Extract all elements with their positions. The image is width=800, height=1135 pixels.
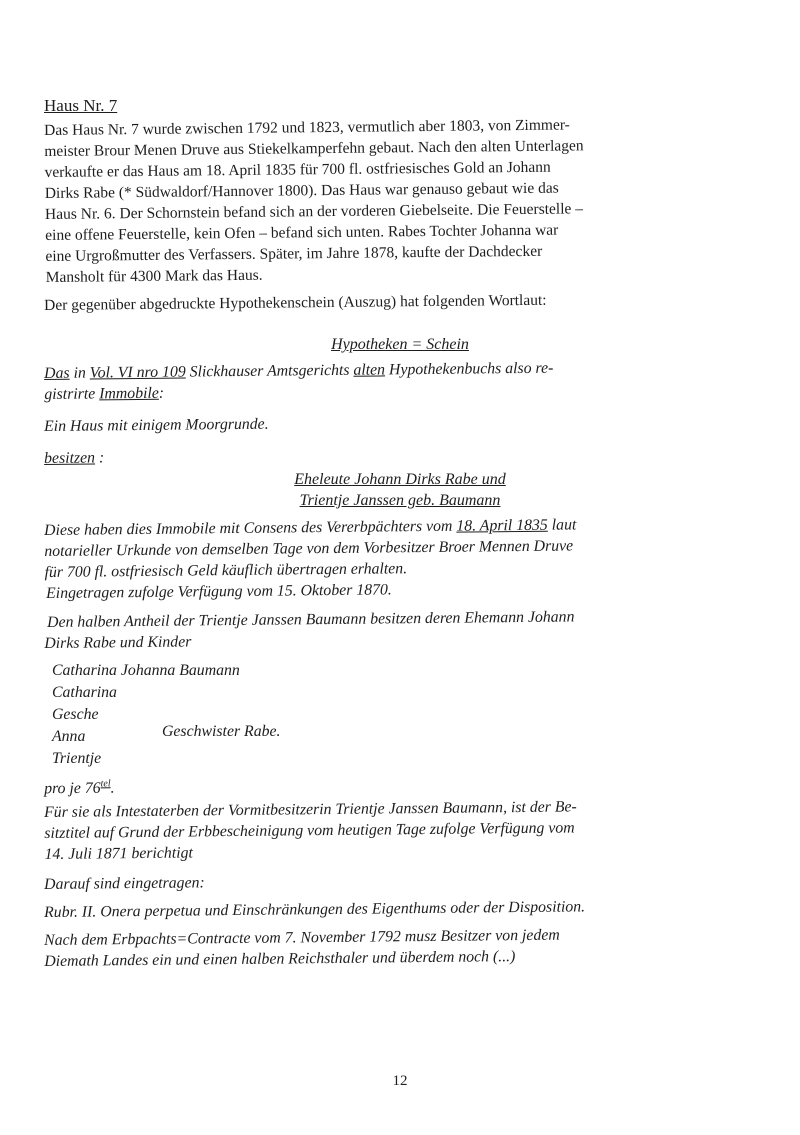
text-line: Dirks Rabe (* Südwaldorf/Hannover 1800). Das Haus war genauso gebaut wie das [44,179,559,202]
text-fragment: Hypothekenbuchs also re- [384,359,554,379]
text-line: Diemath Landes ein und einen halben Reichsthaler und überdem noch (...) [44,948,516,970]
text-line: für 700 fl. ostfriesisch Geld käuflich übertragen erhalten. [44,560,408,581]
heir-name: Gesche [52,706,99,723]
darauf-line: Darauf sind eingetragen: [44,874,205,893]
text-fragment: laut [547,516,577,534]
eingetragen-line: Eingetragen zufolge Verfügung vom 15. Oktober 1870. [46,581,392,602]
text-fragment: Slickhauser Amtsgerichts [185,361,354,381]
geschwister-label: Geschwister Rabe. [162,723,281,740]
rubr-line: Rubr. II. Onera perpetua und Einschränkungen des Eigenthums oder der Disposition. [44,898,586,921]
text-line: sitztitel auf Grund der Erbbescheinigung vom heutigen Tage zufolge Verfügung vom [44,819,575,842]
text-line: Das Haus Nr. 7 wurde zwischen 1792 und 1823, vermutlich aber 1803, von Zimmer- [44,116,570,139]
text-fragment: : [94,449,105,467]
text-line: 14. Juli 1871 berichtigt [44,844,193,863]
anteil-paragraph [44,606,664,654]
heirs-list [52,660,240,770]
text-line: Nach dem Erbpachts=Contracte vom 7. November 1792 musz Besitzer von jedem [44,926,560,949]
text-fragment: besitzen [44,449,96,467]
heir-name: Trientje [52,750,102,767]
intro-last-line: Der gegenüber abgedruckte Hypothekenschein (Auszug) hat folgenden Wortlaut: [44,291,547,314]
owners-line-2: Trientje Janssen geb. Baumann [299,492,501,509]
page-number: 12 [392,1073,408,1089]
section-heading: Haus Nr. 7 [44,96,118,115]
intro-paragraph [44,114,666,288]
owners-line-1: Eheleute Johann Dirks Rabe und [294,471,506,488]
text-fragment: Diese haben dies Immobile mit Consens des Vererbpächters vom [44,517,457,539]
text-fragment: in [69,364,90,382]
heir-name: Anna [52,728,86,745]
heir-name: Catharina Johanna Baumann [52,662,240,679]
text-line: Mansholt für 4300 Mark das Haus. [45,266,263,286]
text-fragment: gistrirte [44,385,100,403]
text-fragment: pro je 76 [44,779,101,798]
text-line: Den halben Antheil der Trientje Janssen Baumann besitzen deren Ehemann Johann [47,608,575,631]
superscript: tel [100,778,111,790]
register-paragraph [44,357,664,405]
text-line: Dirks Rabe und Kinder [44,633,192,652]
text-line: eine offene Feuerstelle, kein Ofen – befand sich unten. Rabes Tochter Johanna war [45,221,559,244]
intestat-paragraph [44,796,665,865]
text-fragment: Vol. VI nro 109 [89,363,186,382]
text-line: meister Brour Menen Druve aus Stiekelkamperfehn gebaut. Nach den alten Unterlagen [44,137,584,160]
text-fragment: . [110,779,115,797]
heir-name: Catharina [52,684,117,701]
text-line: eine Urgroßmutter des Verfassers. Später, im Jahre 1878, kaufte der Dachdecker [45,242,543,265]
text-line: Haus Nr. 6. Der Schornstein befand sich an der vorderen Giebelseite. Die Feuerstelle – [44,200,584,223]
erbpacht-paragraph [44,924,664,972]
text-line: Für sie als Intestaterben der Vormitbesitzerin Trientje Janssen Baumann, ist der Be- [44,798,577,821]
text-line: notarieller Urkunde von demselben Tage von dem Vorbesitzer Broer Mennen Druve [44,537,574,560]
haus-line: Ein Haus mit einigem Moorgrunde. [44,415,269,435]
text-fragment: Immobile [99,384,159,403]
text-fragment: : [158,384,165,402]
proje-line [44,768,664,800]
text-fragment: Das [44,364,70,382]
consens-paragraph [44,514,665,583]
besitzen-line [44,442,664,469]
text-fragment: 18. April 1835 [456,516,548,535]
text-line: verkaufte er das Haus am 18. April 1835 für 700 fl. ostfriesisches Gold an Johann [44,158,551,181]
text-fragment: alten [353,361,386,379]
schein-title: Hypotheken = Schein [331,336,469,353]
